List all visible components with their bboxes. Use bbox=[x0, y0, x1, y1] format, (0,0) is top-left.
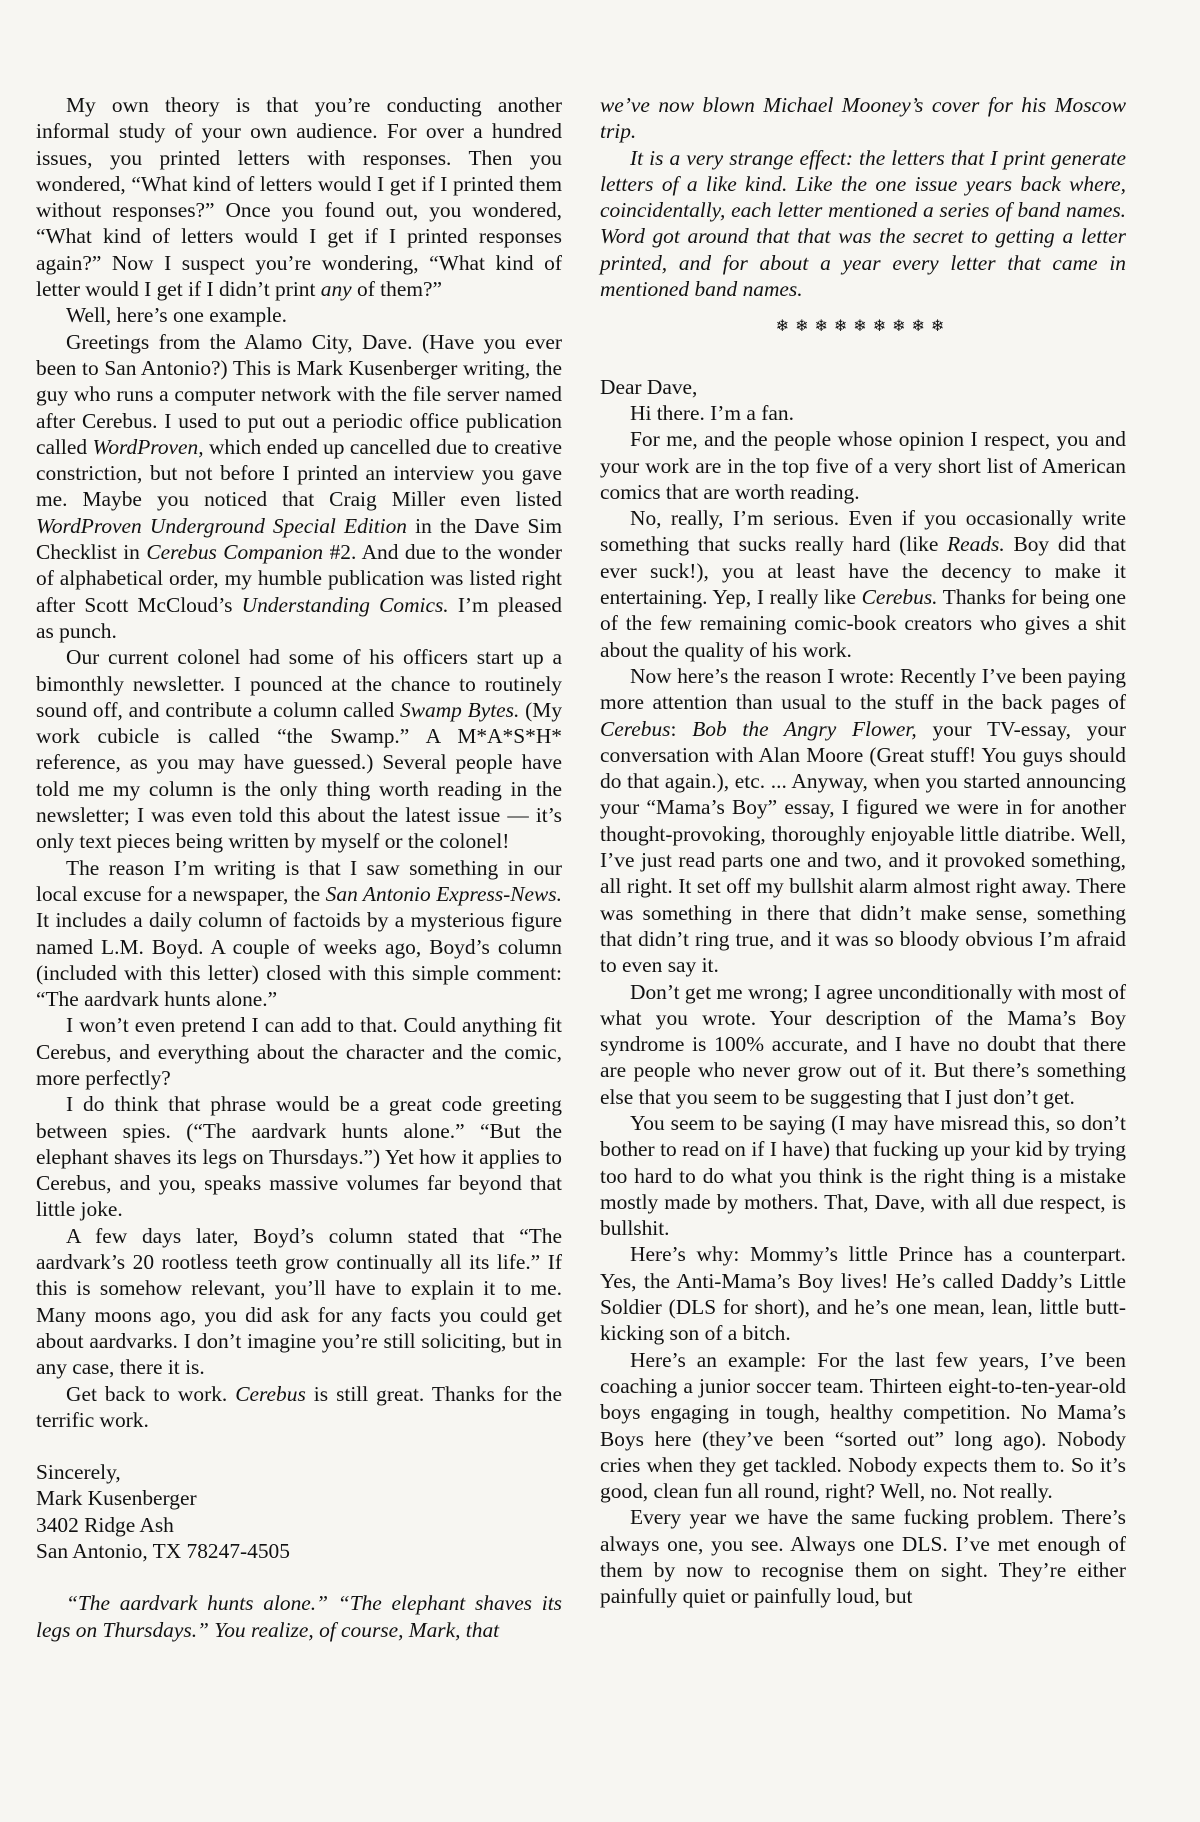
paragraph: Here’s an example: For the last few years, I’ve been coaching a junior soccer team. Thirteen eight-to-ten-year-old boys engaging in tough, healthy competition. No Mama’s Boys here (they’ve been “sorted out” long ago). Nobody cries when they get tackled. Nobody expects them to. So it’s good, clean fun all round, right? Well, no. Not really. bbox=[600, 1347, 1126, 1504]
paragraph: I won’t even pretend I can add to that. Could anything fit Cerebus, and everything about the character and the comic, more perfectly? bbox=[36, 1013, 562, 1090]
paragraph: Greetings from the Alamo City, Dave. (Have you ever been to San Antonio?) This is Mark Kusenberger writing, the guy who runs a computer network with the file server named after Cerebus. I used to put out a periodic office publication called WordProven, which ended up cancelled due to creative constriction, but not before I printed an interview you gave me. Maybe you noticed that Craig Miller even listed WordProven Underground Special Edition in the Dave Sim Checklist in Cerebus Companion #2. And due to the wonder of alphabetical order, my humble publication was listed right after Scott McCloud’s Understanding Comics. I’m pleased as punch. bbox=[36, 329, 562, 643]
paragraph: Don’t get me wrong; I agree unconditionally with most of what you wrote. Your description of the Mama’s Boy syndrome is 100% accurate, and I have no doubt that there are people who never grow out of it. But there’s something else that you seem to be suggesting that I just don’t get. bbox=[600, 979, 1126, 1109]
paragraph: I do think that phrase would be a great code greeting between spies. (“The aardvark hunts alone.” “But the elephant shaves its legs on Thursdays.”) Yet how it applies to Cerebus, and you, speaks massive volumes far beyond that little joke. bbox=[36, 1092, 562, 1222]
signature-name: Mark Kusenberger bbox=[36, 1486, 197, 1511]
salutation: Dear Dave, bbox=[600, 374, 698, 399]
paragraph: My own theory is that you’re conducting another informal study of your own audience. For over a hundred issues, you printed letters with responses. Then you wondered, “What kind of letters would I get if I printed them without responses?” Once you found out, you wondered, “What kind of letters would I get if I printed responses again?” Now I suspect you’re wondering, “What kind of letter would I get if I didn’t print any of them?” bbox=[36, 93, 562, 302]
paragraph: The reason I’m writing is that I saw something in our local excuse for a newspaper, the San Antonio Express-News. It includes a daily column of factoids by a mysterious figure named L.M. Boyd. A couple of weeks ago, Boyd’s column (included with this letter) closed with this simple comment: “The aardvark hunts alone.” bbox=[36, 855, 562, 1012]
address-street: 3402 Ridge Ash bbox=[36, 1512, 174, 1537]
paragraph: Here’s why: Mommy’s little Prince has a counterpart. Yes, the Anti-Mama’s Boy lives! He’s called Daddy’s Little Soldier (DLS for short), and he’s one mean, lean, little butt-kicking son of a bitch. bbox=[600, 1242, 1126, 1346]
editor-reply: “The aardvark hunts alone.” “The elephant shaves its legs on Thursdays.” You realize, of course, Mark, that bbox=[36, 1591, 562, 1642]
paragraph: Now here’s the reason I wrote: Recently I’ve been paying more attention than usual to the stuff in the back pages of Cerebus: Bob the Angry Flower, your TV-essay, your conversation with Alan Moore (Great stuff! You guys should do that again.), etc. ... Anyway, when you started announcing your “Mama’s Boy” essay, I figured we were in for another thought-provoking, thoroughly enjoyable little diatribe. Well, I’ve just read parts one and two, and it provoked something, all right. It set off my bullshit alarm almost right away. There was something in there that didn’t make sense, something that didn’t ring true, and it was so bloody obvious I’m afraid to even say it. bbox=[600, 663, 1126, 978]
paragraph: For me, and the people whose opinion I respect, you and your work are in the top five of a very short list of American comics that are worth reading. bbox=[600, 427, 1126, 504]
editor-reply: It is a very strange effect: the letters that I print generate letters of a like kind. Like the one issue years back where, coincidentally, each letter mentioned a series of band names. Word got around that that was the secret to getting a letter printed, and for about a year every letter that came in mentioned band names. bbox=[600, 145, 1126, 302]
right-column bbox=[600, 92, 1126, 1643]
paragraph: Well, here’s one example. bbox=[66, 303, 288, 328]
left-column bbox=[36, 92, 562, 1643]
page bbox=[36, 92, 1126, 1643]
paragraph: Hi there. I’m a fan. bbox=[630, 400, 794, 425]
paragraph: No, really, I’m serious. Even if you occasionally write something that sucks really hard (like Reads. Boy did that ever suck!), you at least have the decency to make it entertaining. Yep, I really like Cerebus. Thanks for being one of the few remaining comic-book creators who gives a shit about the quality of his work. bbox=[600, 506, 1126, 662]
paragraph: Our current colonel had some of his officers start up a bimonthly newsletter. I pounced at the chance to routinely sound off, and contribute a column called Swamp Bytes. (My work cubicle is called “the Swamp.” A M*A*S*H* reference, as you may have guessed.) Several people have told me my column is the only thing worth reading in the newsletter; I was even told this about the latest issue — it’s only text pieces being written by myself or the colonel! bbox=[36, 645, 563, 854]
paragraph: Every year we have the same fucking problem. There’s always one, you see. Always one DLS. I’ve met enough of them by now to recognise them on sight. They’re either painfully quiet or painfully loud, but bbox=[600, 1505, 1126, 1609]
paragraph: Get back to work. Cerebus is still great. Thanks for the terrific work. bbox=[36, 1381, 562, 1432]
editor-reply-continued: we’ve now blown Michael Mooney’s cover for his Moscow trip. bbox=[600, 93, 1126, 144]
paragraph: A few days later, Boyd’s column stated that “The aardvark’s 20 rootless teeth grow continually all its life.” If this is somehow relevant, you’ll have to explain it to me. Many moons ago, you did ask for any facts you could get about aardvarks. I don’t imagine you’re still soliciting, but in any case, there it is. bbox=[36, 1223, 562, 1380]
signoff: Sincerely, bbox=[36, 1460, 121, 1485]
address-city: San Antonio, TX 78247-4505 bbox=[36, 1539, 290, 1564]
paragraph: You seem to be saying (I may have misread this, so don’t bother to read on if I have) that fucking up your kid by trying too hard to do what you think is the right thing is a mistake mostly made by mothers. That, Dave, with all due respect, is bullshit. bbox=[600, 1110, 1126, 1241]
section-divider-ornament: ❄❄❄❄❄❄❄❄❄ bbox=[775, 318, 951, 336]
